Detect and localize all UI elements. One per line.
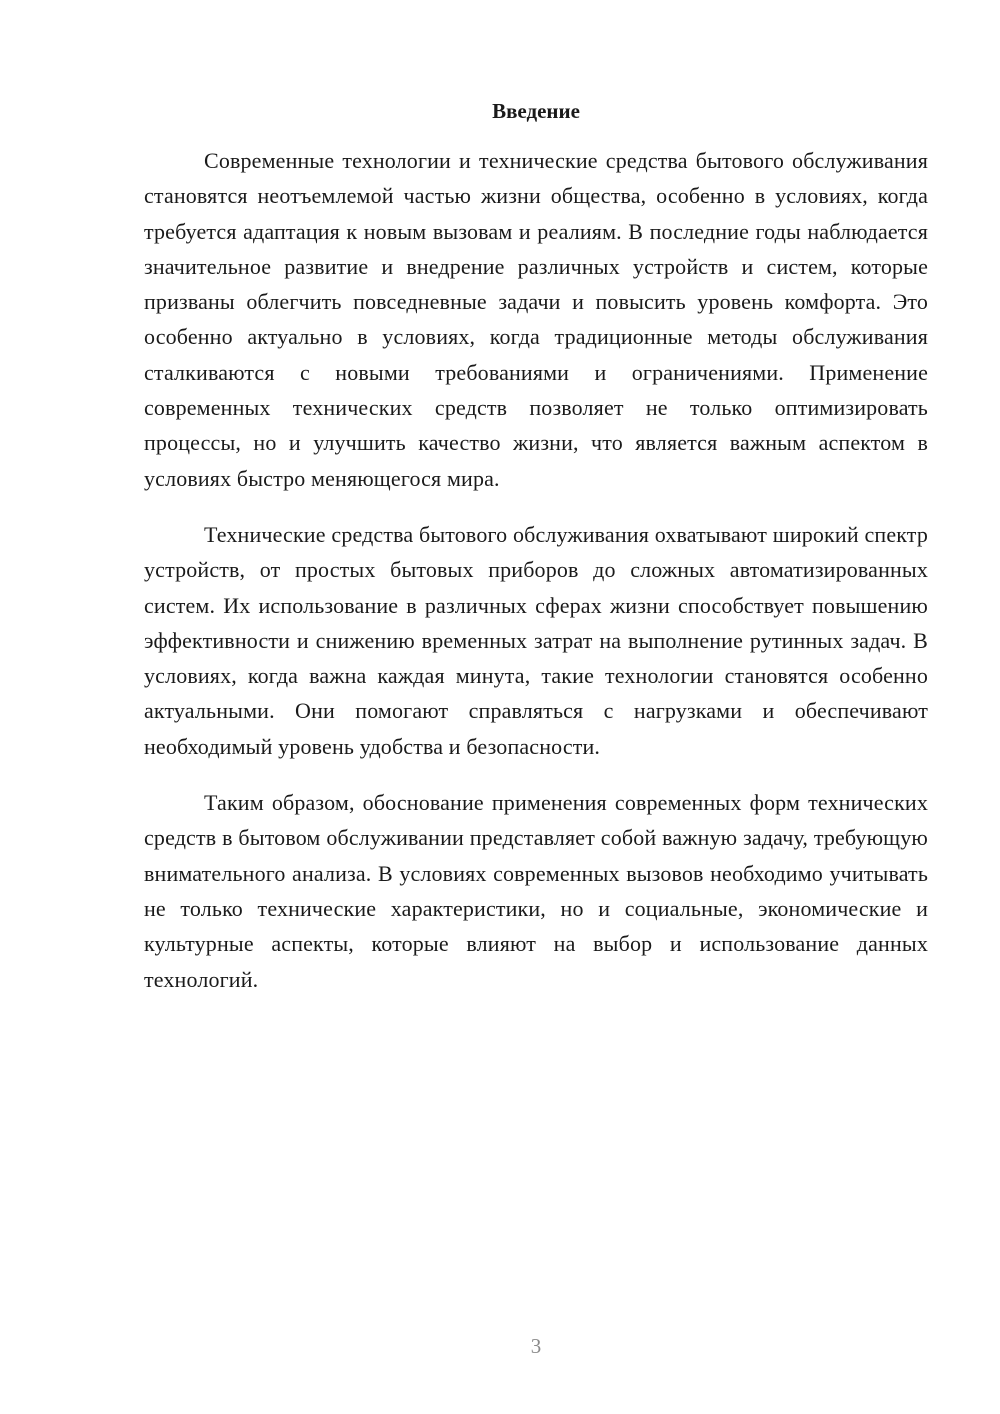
paragraph-2: Технические средства бытового обслуживания охватывают широкий спектр устройств, от простых бытовых приборов до сложных автоматизированных систем. Их использование в различных сферах жизни способствует повышению эффективности и снижению временных затрат на выполнение рутинных задач. В условиях, когда важна каждая минута, такие технологии становятся особенно актуальными. Они помогают справляться с нагрузками и обеспечивают необходимый уровень удобства и безопасности. xyxy=(144,521,928,759)
paragraph-3: Таким образом, обоснование применения современных форм технических средств в бытовом обслуживании представляет собой важную задачу, требующую внимательного анализа. В условиях современных вызовов необходимо учитывать не только технические характеристики, но и социальные, экономические и культурные аспекты, которые влияют на выбор и использование данных технологий. xyxy=(144,790,928,992)
page-title: Введение xyxy=(492,99,580,123)
page-number: 3 xyxy=(530,1334,542,1358)
paragraph-1: Современные технологии и технические средства бытового обслуживания становятся неотъемлемой частью жизни общества, особенно в условиях, когда требуется адаптация к новым вызовам и реалиям. В последние годы наблюдается значительное развитие и внедрение различных устройств и систем, которые призваны облегчить повседневные задачи и повысить уровень комфорта. Это особенно актуально в условиях, когда традиционные методы обслуживания сталкиваются с новыми требованиями и ограничениями. Применение современных технических средств позволяет не только оптимизировать процессы, но и улучшить качество жизни, что является важным аспектом в условиях быстро меняющегося мира. xyxy=(144,148,928,491)
body-text xyxy=(144,143,928,1018)
